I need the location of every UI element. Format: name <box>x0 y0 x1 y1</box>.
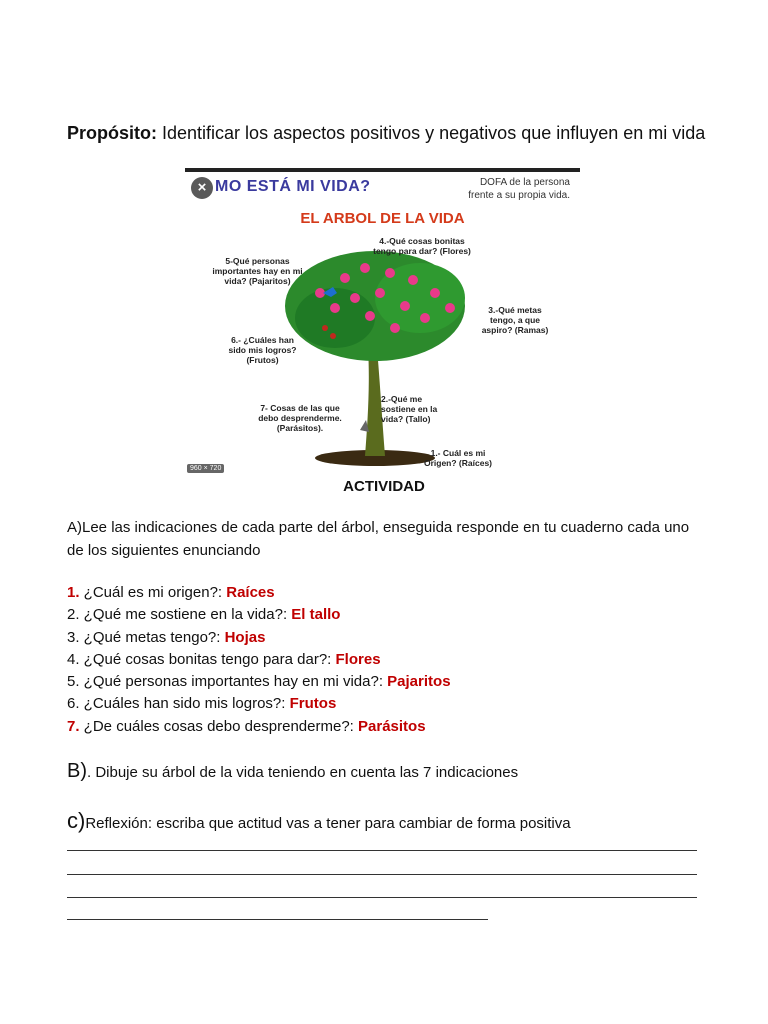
label-tallo: 2.-Qué me sostiene en la vida? (Tallo) <box>381 394 438 424</box>
list-item <box>67 671 707 693</box>
instruction-c-text: Reflexión: escriba que actitud vas a tener para cambiar de forma positiva <box>85 815 571 832</box>
purpose-label: Propósito: <box>67 123 157 143</box>
item-question: ¿Qué cosas bonitas tengo para dar?: <box>79 650 336 668</box>
question-list <box>67 582 707 738</box>
image-heading: EL ARBOL DE LA VIDA <box>300 210 465 227</box>
item-number: 2. <box>67 606 80 624</box>
answer-line[interactable] <box>67 919 488 920</box>
item-number: 7. <box>67 717 80 735</box>
answer-line[interactable] <box>67 850 697 851</box>
label-ramas: 3.-Qué metas tengo, a que aspiro? (Ramas) <box>481 305 549 335</box>
purpose-text: Identificar los aspectos positivos y negativos que influyen en mi vida <box>162 123 706 143</box>
dofa-line-2: frente a su propia vida. <box>468 190 570 201</box>
list-item <box>67 604 707 626</box>
item-question: ¿Qué personas importantes hay en mi vida?: <box>79 673 388 691</box>
image-size-badge: 960 × 720 <box>187 464 224 473</box>
label-parasitos: 7- Cosas de las que debo desprenderme. (Parásitos). <box>258 403 342 433</box>
instruction-b-letter: B) <box>67 760 87 782</box>
item-question: ¿Qué metas tengo?: <box>79 628 225 646</box>
list-item <box>67 693 707 715</box>
list-item <box>67 716 707 738</box>
label-pajaritos: 5-Qué personas importantes hay en mi vida? (Pajaritos) <box>212 256 303 286</box>
dofa-line-1: DOFA de la persona <box>479 177 570 188</box>
item-question: ¿De cuáles cosas debo desprenderme?: <box>79 717 359 735</box>
item-answer: Raíces <box>226 584 275 601</box>
item-question: ¿Qué me sostiene en la vida?: <box>79 606 292 624</box>
answer-line[interactable] <box>67 874 697 875</box>
list-item <box>67 649 707 671</box>
item-number: 5. <box>67 673 80 691</box>
item-answer: Hojas <box>224 628 266 646</box>
item-answer: Frutos <box>289 695 337 713</box>
item-question: ¿Cuáles han sido mis logros?: <box>79 695 290 713</box>
list-item <box>67 582 707 604</box>
purpose-paragraph <box>67 120 707 147</box>
item-question: ¿Cuál es mi origen?: <box>79 584 227 601</box>
instruction-c <box>67 808 571 834</box>
tree-of-life-image <box>185 168 580 475</box>
item-number: 4. <box>67 650 80 668</box>
instruction-c-letter: c) <box>67 808 86 833</box>
close-icon: × <box>191 177 213 199</box>
label-raices: 1.- Cuál es mi Origen? (Raíces) <box>423 448 493 468</box>
instruction-a: A)Lee las indicaciones de cada parte del árbol, enseguida responde en tu cuaderno cada uno de los siguientes enunciando <box>67 519 690 559</box>
item-answer: El tallo <box>291 606 341 624</box>
image-title: MO ESTÁ MI VIDA? <box>215 178 371 195</box>
foliage-left <box>295 288 375 348</box>
item-answer: Pajaritos <box>387 673 451 691</box>
label-frutos: 6.- ¿Cuáles han sido mis logros? (Frutos) <box>228 335 297 365</box>
instruction-b <box>67 760 518 783</box>
item-answer: Parásitos <box>358 717 426 735</box>
item-number: 3. <box>67 628 80 646</box>
instruction-b-text: . Dibuje su árbol de la vida teniendo en cuenta las 7 indicaciones <box>87 764 519 781</box>
item-answer: Flores <box>335 650 381 668</box>
label-flores: 4.-Qué cosas bonitas tengo para dar? (Flores) <box>373 236 471 256</box>
list-item <box>67 627 707 649</box>
answer-line[interactable] <box>67 897 697 898</box>
item-number: 6. <box>67 695 80 713</box>
activity-heading: ACTIVIDAD <box>343 478 425 495</box>
item-number: 1. <box>67 584 80 601</box>
